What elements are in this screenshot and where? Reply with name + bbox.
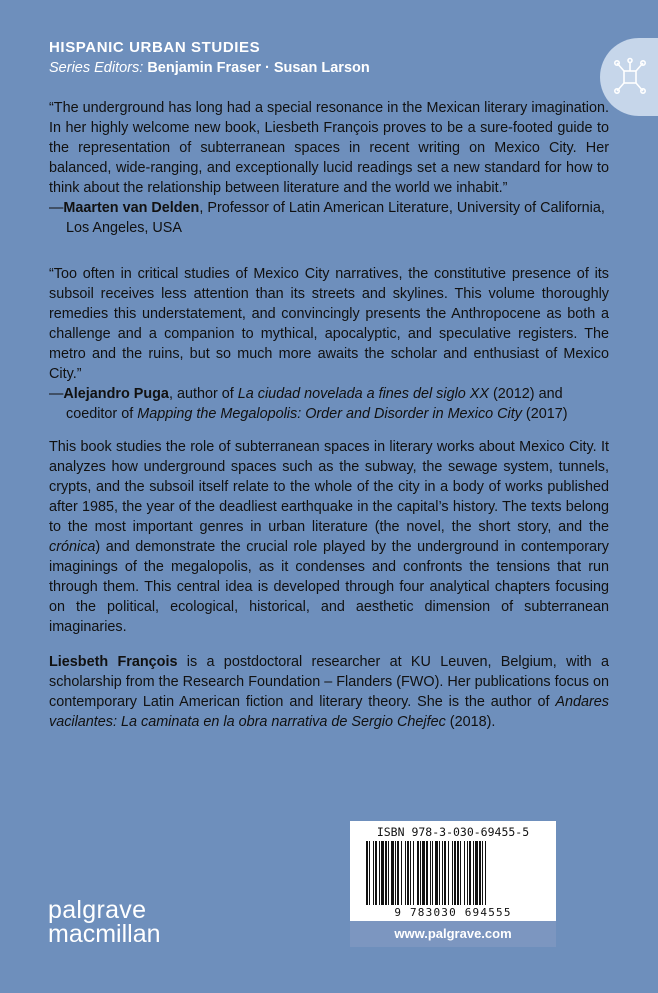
quote-2-book-1: La ciudad novelada a fines del siglo XX <box>237 386 489 402</box>
barcode-bar <box>413 841 414 905</box>
series-editors-label: Series Editors: <box>49 60 144 76</box>
barcode-bar <box>395 841 396 905</box>
quote-1-role: , Professor of Latin American Literature, University of California, Los Angeles, USA <box>66 200 605 236</box>
series-editors-names: Benjamin Fraser · Susan Larson <box>147 60 370 76</box>
quote-2-author: Alejandro Puga <box>63 386 169 402</box>
author-bio-text: is a postdoctoral researcher at KU Leuven, Belgium, with a scholarship from the Research Foundation – Flanders (FWO). Her publications focus on contemporary Latin American fiction and literary theory. She is the author of <box>49 654 609 710</box>
barcode-bar <box>426 841 428 905</box>
barcode-bar <box>454 841 456 905</box>
dash: — <box>49 386 64 402</box>
barcode-bar <box>469 841 471 905</box>
barcode-bar <box>464 841 465 905</box>
publisher-line-1: palgrave <box>48 896 147 924</box>
barcode-bar <box>432 841 433 905</box>
barcode-bar <box>479 841 481 905</box>
barcode-bar <box>485 841 486 905</box>
description-text: ) and demonstrate the crucial role played by the underground in contemporary imaginings of the megalopolis, as it condenses and confronts the tensions that run through them. This central idea is developed through four analytical chapters focusing on the political, ecological, historical, and aesthetic dimension of subterranean imaginaries. <box>49 539 609 635</box>
barcode-bar <box>388 841 389 905</box>
endorsement-quote-1 <box>49 98 609 238</box>
publisher-line-2: macmillan <box>48 920 161 948</box>
barcode-bar <box>417 841 419 905</box>
barcode-bar <box>397 841 399 905</box>
author-bio-text: (2018). <box>445 714 496 730</box>
barcode-bar <box>448 841 449 905</box>
series-title: HISPANIC URBAN STUDIES <box>49 39 261 56</box>
author-book: Andares vacilantes: La caminata en la obra narrativa de Sergio Chejfec <box>49 694 609 730</box>
quote-2-attribution <box>49 384 609 424</box>
publisher-logo <box>48 898 161 946</box>
barcode-bar <box>444 841 446 905</box>
author-name: Liesbeth François <box>49 654 178 670</box>
barcode-bar <box>442 841 443 905</box>
series-editors <box>49 58 370 78</box>
barcode-bar <box>366 841 368 905</box>
quote-1-text: “The underground has long had a special resonance in the Mexican literary imagination. In her highly welcome new book, Liesbeth François proves to be a sure-footed guide to the representation of subterranean spaces in recent writing on Mexico City. Her balanced, wide-ranging, and exceptionally lucid readings set a new standard for how to think about the relationship between literature and the world we inhabit.” <box>49 100 609 196</box>
quote-2-role: (2017) <box>521 406 568 422</box>
barcode-bar <box>385 841 387 905</box>
barcode-bar <box>375 841 377 905</box>
barcode-bar <box>379 841 380 905</box>
quote-2-text: “Too often in critical studies of Mexico City narratives, the constitutive presence of its subsoil receives less attention than its streets and skylines. This volume thoroughly remedies this understatement, and convincingly presents the Anthropocene as both a challenge and a companion to mythical, apocalyptic, and speculative registers. The metro and the ruins, but so much more awaits the scholar and enthusiast of Mexico City.” <box>49 266 609 382</box>
barcode-bar <box>482 841 483 905</box>
author-bio <box>49 652 609 732</box>
quote-2-role: (2012) and coeditor of <box>66 386 563 422</box>
barcode-bar <box>420 841 421 905</box>
barcode-bar <box>460 841 461 905</box>
barcode-digits: 9 783030 694555 <box>394 906 512 919</box>
barcode-bar <box>430 841 431 905</box>
barcode-icon <box>366 841 540 905</box>
dash: — <box>49 200 64 216</box>
cronica-term: crónica <box>49 539 96 555</box>
barcode-box <box>350 821 556 921</box>
barcode-bar <box>422 841 425 905</box>
barcode-bar <box>401 841 402 905</box>
barcode-bar <box>405 841 406 905</box>
barcode-bar <box>439 841 440 905</box>
endorsement-quote-2 <box>49 264 609 424</box>
isbn-text: ISBN 978-3-030-69455-5 <box>376 825 530 839</box>
barcode-bar <box>475 841 478 905</box>
barcode-bar <box>369 841 370 905</box>
publisher-url: www.palgrave.com <box>350 921 556 947</box>
barcode-bar <box>407 841 409 905</box>
barcode-bar <box>467 841 468 905</box>
barcode-bar <box>391 841 394 905</box>
barcode-bar <box>410 841 411 905</box>
barcode-bar <box>452 841 453 905</box>
quote-1-author: Maarten van Delden <box>63 200 200 216</box>
barcode-bar <box>373 841 374 905</box>
description-text: This book studies the role of subterranean spaces in literary works about Mexico City. It analyzes how underground spaces such as the subway, the sewage system, tunnels, crypts, and the subsoil itself relate to the whole of the city in a body of works published after 1985, the year of the deadliest earthquake in the capital’s history. The texts belong to the most important genres in urban literature (the novel, the short story, and the <box>49 439 609 535</box>
quote-1-attribution <box>49 198 609 238</box>
network-node-icon <box>612 57 648 97</box>
barcode-bar <box>457 841 459 905</box>
barcode-bar <box>381 841 384 905</box>
barcode-bar <box>435 841 438 905</box>
series-header <box>49 38 370 78</box>
book-description <box>49 437 609 637</box>
barcode-bar <box>473 841 474 905</box>
quote-2-book-2: Mapping the Megalopolis: Order and Disorder in Mexico City <box>137 406 522 422</box>
quote-2-role: , author of <box>168 386 238 402</box>
